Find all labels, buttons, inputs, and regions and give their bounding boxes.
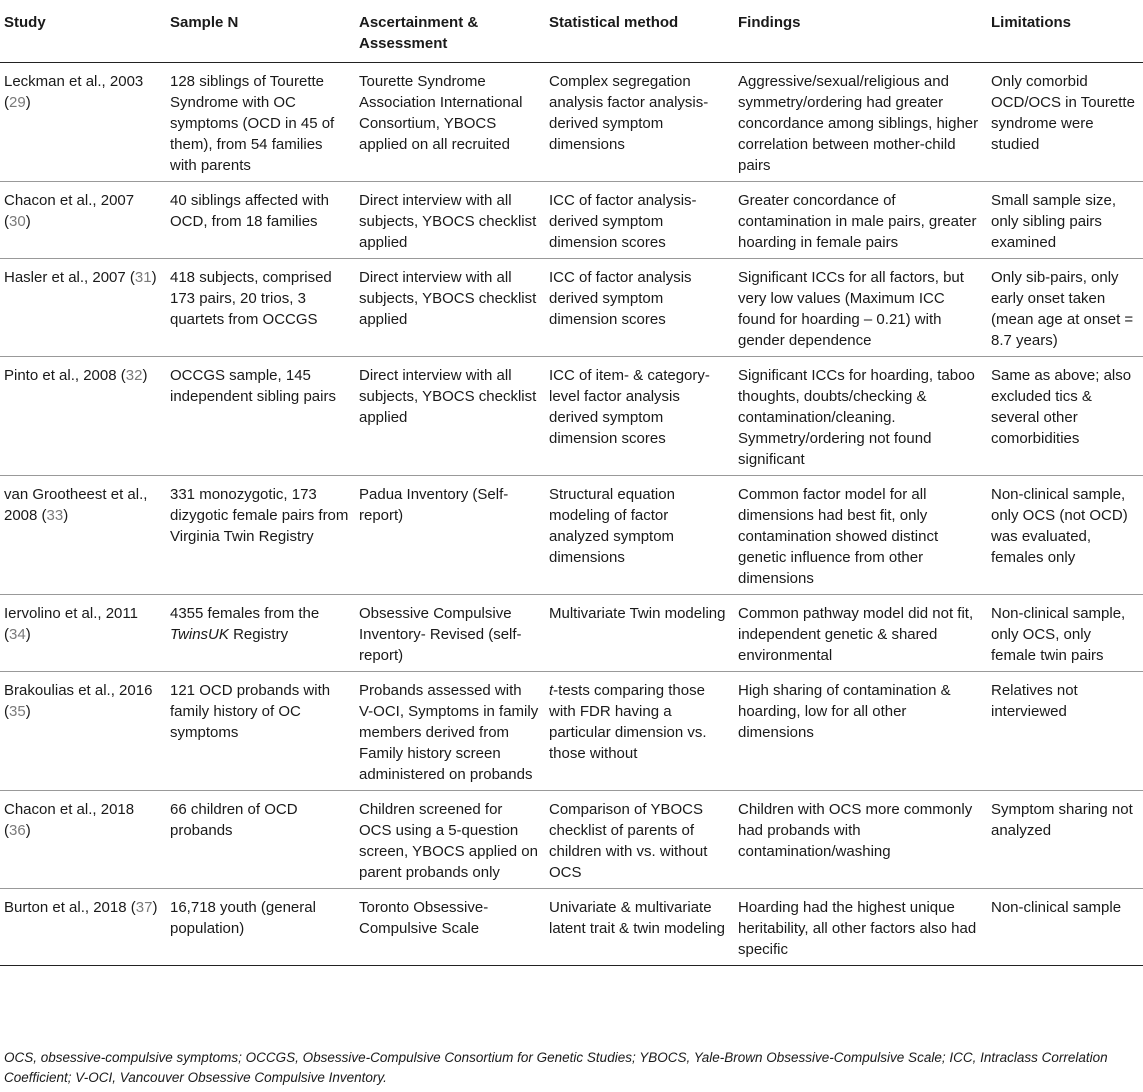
study-cell: Pinto et al., 2008 (32) bbox=[0, 357, 166, 476]
header-findings: Findings bbox=[734, 0, 987, 63]
method-cell: ICC of factor analysis derived symptom dimension scores bbox=[545, 259, 734, 357]
table-row bbox=[0, 595, 1143, 672]
reference-link[interactable]: 35 bbox=[9, 703, 26, 720]
assessment-cell: Obsessive Compulsive Inventory- Revised (self-report) bbox=[355, 595, 545, 672]
limitations-cell: Only sib-pairs, only early onset taken (mean age at onset = 8.7 years) bbox=[987, 259, 1143, 357]
sample-italic-text: TwinsUK bbox=[170, 626, 229, 643]
findings-cell: Hoarding had the highest unique heritability, all other factors also had specific bbox=[734, 889, 987, 966]
method-cell: Complex segregation analysis factor analysis-derived symptom dimensions bbox=[545, 63, 734, 182]
sample-cell bbox=[166, 595, 355, 672]
limitations-cell: Only comorbid OCD/OCS in Tourette syndrome were studied bbox=[987, 63, 1143, 182]
study-cell: van Grootheest et al., 2008 (33) bbox=[0, 476, 166, 595]
reference-link[interactable]: 32 bbox=[125, 367, 143, 384]
findings-cell: Children with OCS more commonly had probands with contamination/washing bbox=[734, 791, 987, 889]
assessment-cell: Padua Inventory (Self-report) bbox=[355, 476, 545, 595]
reference-link[interactable]: 33 bbox=[46, 507, 64, 524]
table-row bbox=[0, 259, 1143, 357]
assessment-cell: Direct interview with all subjects, YBOCS checklist applied bbox=[355, 259, 545, 357]
limitations-cell: Symptom sharing not analyzed bbox=[987, 791, 1143, 889]
header-statistical-method: Statistical method bbox=[545, 0, 734, 63]
table-footnote: OCS, obsessive-compulsive symptoms; OCCGS, Obsessive-Compulsive Consortium for Genetic Studies; YBOCS, Yale-Brown Obsessive-Compulsive Scale; ICC, Intraclass Correlation Coefficient; V-OCI, Vancouver Obsessive Compulsive Inventory. bbox=[4, 1050, 1108, 1085]
table-row bbox=[0, 672, 1143, 791]
reference-link[interactable]: 34 bbox=[9, 626, 26, 643]
study-cell: Leckman et al., 2003 (29) bbox=[0, 63, 166, 182]
limitations-cell: Same as above; also excluded tics & several other comorbidities bbox=[987, 357, 1143, 476]
limitations-cell: Relatives not interviewed bbox=[987, 672, 1143, 791]
limitations-cell: Non-clinical sample, only OCS (not OCD) was evaluated, females only bbox=[987, 476, 1143, 595]
table-row bbox=[0, 889, 1143, 966]
header-assessment: Ascertainment & Assessment bbox=[355, 0, 545, 63]
method-cell: Structural equation modeling of factor analyzed symptom dimensions bbox=[545, 476, 734, 595]
header-study: Study bbox=[0, 0, 166, 63]
study-name: van Grootheest et al., 2008 bbox=[4, 486, 148, 524]
sample-cell: 40 siblings affected with OCD, from 18 families bbox=[166, 182, 355, 259]
assessment-cell: Tourette Syndrome Association International Consortium, YBOCS applied on all recruited bbox=[355, 63, 545, 182]
table-header bbox=[0, 0, 1143, 63]
study-cell: Burton et al., 2018 (37) bbox=[0, 889, 166, 966]
findings-cell: Significant ICCs for hoarding, taboo thoughts, doubts/checking & contamination/cleaning. Symmetry/ordering not found significant bbox=[734, 357, 987, 476]
reference-link[interactable]: 37 bbox=[135, 899, 153, 916]
sample-cell: 128 siblings of Tourette Syndrome with OC symptoms (OCD in 45 of them), from 54 families with parents bbox=[166, 63, 355, 182]
limitations-cell: Small sample size, only sibling pairs examined bbox=[987, 182, 1143, 259]
study-cell: Chacon et al., 2007 (30) bbox=[0, 182, 166, 259]
method-cell: ICC of factor analysis-derived symptom dimension scores bbox=[545, 182, 734, 259]
study-name: Hasler et al., 2007 bbox=[4, 269, 126, 286]
limitations-cell: Non-clinical sample bbox=[987, 889, 1143, 966]
findings-cell: Common pathway model did not fit, independent genetic & shared environmental bbox=[734, 595, 987, 672]
study-name: Iervolino et al., 2011 bbox=[4, 605, 138, 622]
reference-link[interactable]: 31 bbox=[134, 269, 152, 286]
assessment-cell: Direct interview with all subjects, YBOCS checklist applied bbox=[355, 357, 545, 476]
study-cell: Hasler et al., 2007 (31) bbox=[0, 259, 166, 357]
findings-cell: Significant ICCs for all factors, but very low values (Maximum ICC found for hoarding – 0.21) with gender dependence bbox=[734, 259, 987, 357]
method-cell: Univariate & multivariate latent trait & twin modeling bbox=[545, 889, 734, 966]
method-cell: Comparison of YBOCS checklist of parents of children with vs. without OCS bbox=[545, 791, 734, 889]
findings-cell: Greater concordance of contamination in male pairs, greater hoarding in female pairs bbox=[734, 182, 987, 259]
study-name: Chacon et al., 2007 bbox=[4, 192, 135, 209]
assessment-cell: Children screened for OCS using a 5-question screen, YBOCS applied on parent probands only bbox=[355, 791, 545, 889]
method-cell: ICC of item- & category-level factor analysis derived symptom dimension scores bbox=[545, 357, 734, 476]
sample-cell: 331 monozygotic, 173 dizygotic female pairs from Virginia Twin Registry bbox=[166, 476, 355, 595]
study-cell: Iervolino et al., 2011 (34) bbox=[0, 595, 166, 672]
table-row bbox=[0, 791, 1143, 889]
study-cell: Brakoulias et al., 2016 (35) bbox=[0, 672, 166, 791]
header-sample-n: Sample N bbox=[166, 0, 355, 63]
table-body bbox=[0, 63, 1143, 966]
table-row bbox=[0, 63, 1143, 182]
method-text: -tests comparing those with FDR having a particular dimension vs. those without bbox=[549, 682, 707, 762]
findings-cell: High sharing of contamination & hoarding, low for all other dimensions bbox=[734, 672, 987, 791]
study-name: Brakoulias et al., 2016 bbox=[4, 682, 153, 699]
reference-link[interactable]: 30 bbox=[9, 213, 26, 230]
sample-text: Registry bbox=[228, 626, 289, 643]
reference-link[interactable]: 36 bbox=[9, 822, 26, 839]
sample-cell: 418 subjects, comprised 173 pairs, 20 trios, 3 quartets from OCCGS bbox=[166, 259, 355, 357]
study-name: Pinto et al., 2008 bbox=[4, 367, 117, 384]
header-limitations: Limitations bbox=[987, 0, 1143, 63]
reference-link[interactable]: 29 bbox=[9, 94, 26, 111]
table-row bbox=[0, 182, 1143, 259]
findings-cell: Aggressive/sexual/religious and symmetry/ordering had greater concordance among siblings, higher correlation between mother-child pairs bbox=[734, 63, 987, 182]
assessment-cell: Probands assessed with V-OCI, Symptoms in family members derived from Family history screen administered on probands bbox=[355, 672, 545, 791]
header-row bbox=[0, 0, 1143, 63]
sample-cell: 66 children of OCD probands bbox=[166, 791, 355, 889]
study-name: Burton et al., 2018 bbox=[4, 899, 127, 916]
study-name: Chacon et al., 2018 bbox=[4, 801, 135, 818]
findings-cell: Common factor model for all dimensions had best fit, only contamination showed distinct genetic influence from other dimensions bbox=[734, 476, 987, 595]
sample-cell: 121 OCD probands with family history of OC symptoms bbox=[166, 672, 355, 791]
assessment-cell: Direct interview with all subjects, YBOCS checklist applied bbox=[355, 182, 545, 259]
table-row bbox=[0, 357, 1143, 476]
method-italic-text: t bbox=[549, 682, 554, 699]
limitations-cell: Non-clinical sample, only OCS, only female twin pairs bbox=[987, 595, 1143, 672]
method-cell: Multivariate Twin modeling bbox=[545, 595, 734, 672]
sample-text: 4355 females from the bbox=[170, 605, 320, 622]
method-cell bbox=[545, 672, 734, 791]
study-name: Leckman et al., 2003 bbox=[4, 73, 144, 90]
table-row bbox=[0, 476, 1143, 595]
study-cell: Chacon et al., 2018 (36) bbox=[0, 791, 166, 889]
sample-cell: OCCGS sample, 145 independent sibling pairs bbox=[166, 357, 355, 476]
assessment-cell: Toronto Obsessive-Compulsive Scale bbox=[355, 889, 545, 966]
sample-cell: 16,718 youth (general population) bbox=[166, 889, 355, 966]
